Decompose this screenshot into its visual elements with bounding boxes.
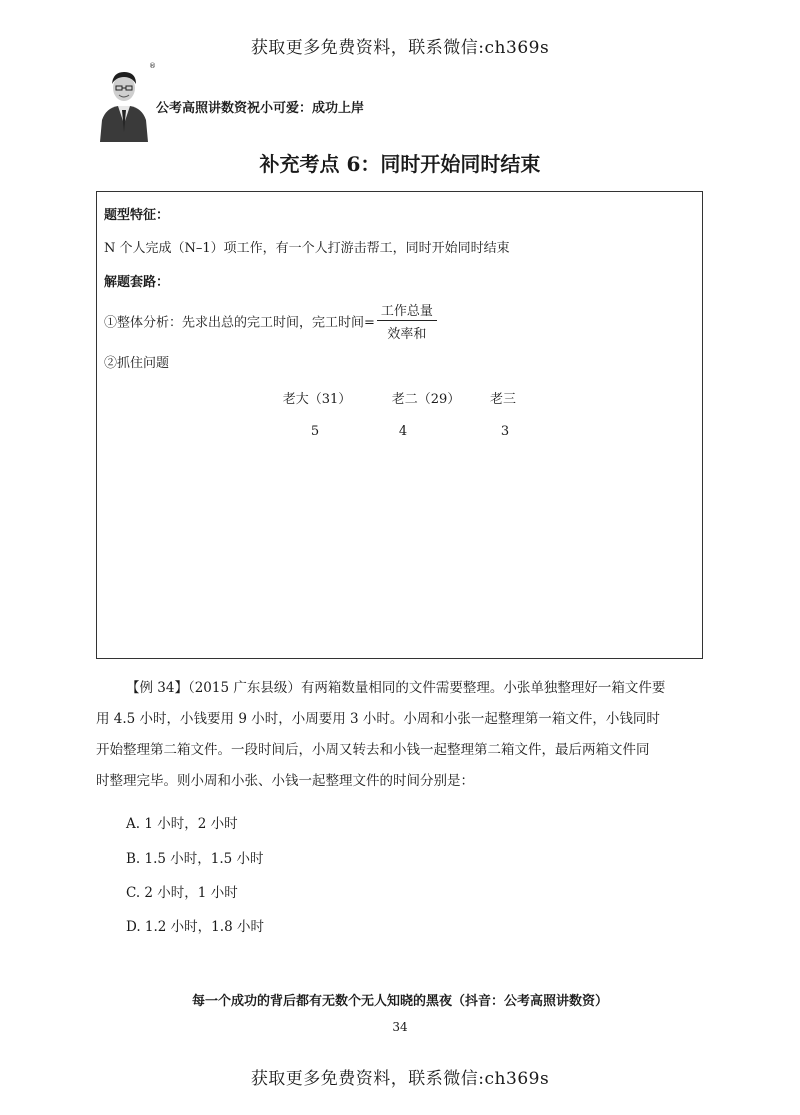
- person-name-1: 老大（31）: [282, 392, 352, 407]
- registered-mark: ®: [149, 62, 156, 70]
- fraction: [377, 300, 437, 342]
- step2-text: ②抓住问题: [104, 356, 170, 371]
- step1-formula: [104, 300, 437, 342]
- page-number: 34: [392, 1020, 408, 1034]
- header-slogan: 公考高照讲数资祝小可爱：成功上岸: [156, 101, 365, 116]
- option-d: D. 1.2 小时，1.8 小时: [126, 919, 264, 935]
- option-b: B. 1.5 小时，1.5 小时: [126, 851, 264, 867]
- method-heading: 解题套路：: [104, 275, 170, 290]
- footer-quote: 每一个成功的背后都有无数个无人知晓的黑夜（抖音：公考高照讲数资）: [191, 994, 608, 1009]
- teacher-photo: [96, 62, 152, 142]
- fraction-denominator: 效率和: [387, 327, 427, 342]
- person-value-2: 4: [398, 424, 408, 439]
- step1-text: ①整体分析：先求出总的完工时间，完工时间=: [104, 315, 375, 331]
- question-line-3: 开始整理第二箱文件。一段时间后，小周又转去和小钱一起整理第二箱文件，最后两箱文件同: [96, 742, 650, 758]
- person-value-1: 5: [310, 424, 320, 439]
- feature-heading: 题型特征：: [104, 208, 170, 223]
- person-name-2: 老二（29）: [391, 392, 461, 407]
- feature-text: N 个人完成（N–1）项工作，有一个人打游击帮工，同时开始同时结束: [104, 241, 510, 256]
- person-name-3: 老三: [489, 392, 516, 407]
- watermark-top: 获取更多免费资料，联系微信:ch369s: [250, 38, 550, 58]
- person-value-3: 3: [500, 424, 510, 439]
- option-a: A. 1 小时，2 小时: [126, 816, 238, 832]
- fraction-numerator: 工作总量: [377, 300, 437, 321]
- question-line-4: 时整理完毕。则小周和小张、小钱一起整理文件的时间分别是：: [96, 773, 474, 789]
- question-line-2: 用 4.5 小时，小钱要用 9 小时，小周要用 3 小时。小周和小张一起整理第一箱文件，小钱同时: [96, 711, 660, 727]
- page-title: 补充考点 6：同时开始同时结束: [259, 152, 541, 176]
- watermark-bottom: 获取更多免费资料，联系微信:ch369s: [250, 1069, 550, 1089]
- question-line-1: 【例 34】（2015 广东县级）有两箱数量相同的文件需要整理。小张单独整理好一箱文件要: [126, 680, 666, 696]
- option-c: C. 2 小时，1 小时: [126, 885, 238, 901]
